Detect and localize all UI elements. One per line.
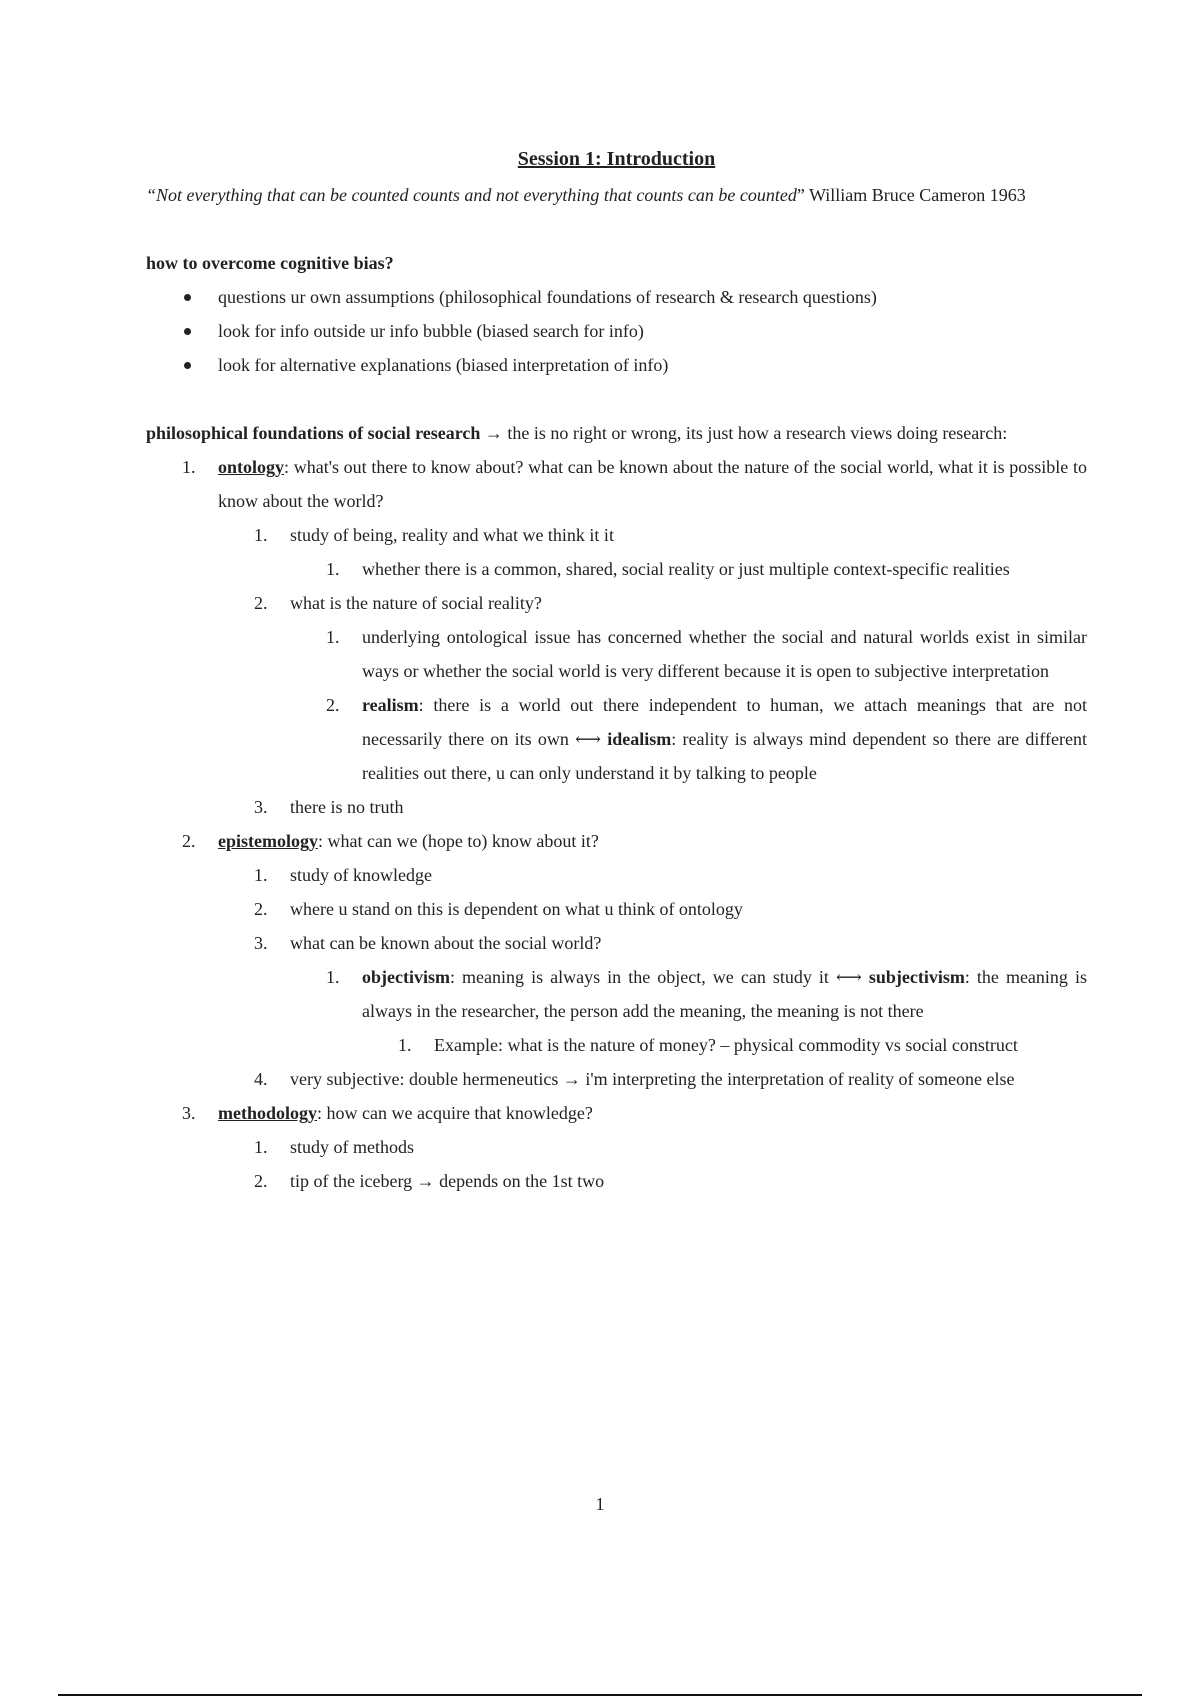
list-item-text: Example: what is the nature of money? – physical commodity vs social construct (434, 1035, 1018, 1055)
list-item (218, 518, 1087, 586)
list-item-text: tip of the iceberg → depends on the 1st two (290, 1171, 605, 1191)
list-item-text: study of knowledge (290, 865, 432, 885)
foundations-list (146, 450, 1087, 1198)
list-item-text: underlying ontological issue has concerned whether the social and natural worlds exist in similar ways or whether the social world is very different because it is open to subjective interpretation (362, 627, 1087, 681)
list-number: 1. (326, 559, 340, 579)
list-item-text: : meaning is always in the object, we can study it ⟷ (449, 967, 869, 987)
list-number: 3. (182, 1103, 196, 1123)
list-number: 2. (182, 831, 196, 851)
list-item (218, 892, 1087, 926)
list-item-text: study of methods (290, 1137, 414, 1157)
bias-heading: how to overcome cognitive bias? (146, 253, 394, 273)
list-item-text: where u stand on this is dependent on what u think of ontology (290, 899, 743, 919)
bias-list (146, 280, 1087, 382)
list-item-text: what can be known about the social world? (290, 933, 602, 953)
epistemology-text: : what can we (hope to) know about it? (317, 831, 599, 851)
methodology-term: methodology (218, 1103, 317, 1123)
list-item (218, 790, 1087, 824)
quote-close-mark: ” (796, 185, 805, 205)
sublist (290, 552, 1087, 586)
ontology-text: : what's out there to know about? what can be known about the nature of the social world, what it is possible to know about the world? (218, 457, 1087, 511)
objectivism-term: objectivism (362, 967, 450, 987)
list-item-text: very subjective: double hermeneutics → i'm interpreting the interpretation of reality of someone else (290, 1069, 1015, 1089)
list-item (218, 1130, 1087, 1164)
sublist (362, 1028, 1087, 1062)
list-number: 2. (254, 899, 268, 919)
list-number: 2. (254, 1171, 268, 1191)
sublist (290, 960, 1087, 1062)
foundations-paragraph (146, 416, 1087, 450)
list-number: 1. (326, 967, 340, 987)
subjectivism-term: subjectivism (868, 967, 965, 987)
quote-text: “Not everything that can be counted counts and not everything that counts can be counted (146, 185, 797, 205)
epistemology-sublist (218, 858, 1087, 1096)
list-item-text: : there is a world out there independent to human, we attach meanings that are not necessarily there on its own ⟷ (362, 695, 1087, 749)
methodology-sublist (218, 1130, 1087, 1198)
list-item (290, 552, 1087, 586)
list-item (290, 620, 1087, 688)
ontology-item (146, 450, 1087, 824)
methodology-text: : how can we acquire that knowledge? (317, 1103, 593, 1123)
list-item-text: study of being, reality and what we think it it (290, 525, 614, 545)
list-number: 1. (254, 865, 268, 885)
list-number: 2. (254, 593, 268, 613)
list-number: 1. (182, 457, 196, 477)
list-item (218, 1062, 1087, 1096)
realism-term: realism (362, 695, 419, 715)
list-item-text: there is no truth (290, 797, 404, 817)
list-item: look for info outside ur info bubble (biased search for info) (146, 314, 1087, 348)
spacer (146, 212, 1087, 246)
methodology-item (146, 1096, 1087, 1198)
list-number: 1. (254, 525, 268, 545)
list-number: 1. (254, 1137, 268, 1157)
list-item (218, 586, 1087, 790)
epistemology-term: epistemology (218, 831, 318, 851)
list-item-text: what is the nature of social reality? (290, 593, 542, 613)
list-number: 4. (254, 1069, 268, 1089)
list-item (362, 1028, 1087, 1062)
page-number: 1 (595, 1494, 605, 1514)
list-item (290, 688, 1087, 790)
foundations-intro: → the is no right or wrong, its just how a research views doing research: (480, 423, 1008, 443)
list-number: 3. (254, 797, 268, 817)
sublist (290, 620, 1087, 790)
document-page (146, 140, 1087, 1198)
list-item-text: : the meaning is always in the researcher, the person add the meaning, the meaning is not there (362, 967, 1087, 1021)
list-item (218, 926, 1087, 1062)
page-title: Session 1: Introduction (517, 148, 716, 170)
ontology-term: ontology (218, 457, 285, 477)
opening-quote (146, 178, 1087, 212)
list-number: 1. (326, 627, 340, 647)
list-item-text: : reality is always mind dependent so there are different realities out there, u can only understand it by talking to people (362, 729, 1087, 783)
list-number: 3. (254, 933, 268, 953)
spacer (146, 382, 1087, 416)
list-item: questions ur own assumptions (philosophical foundations of research & research questions) (146, 280, 1087, 314)
foundations-heading: philosophical foundations of social research (146, 423, 481, 443)
epistemology-item (146, 824, 1087, 1096)
list-item (290, 960, 1087, 1062)
list-item-text: whether there is a common, shared, social reality or just multiple context-specific realities (362, 559, 1010, 579)
page-bottom-rule (58, 1694, 1142, 1696)
list-item (218, 858, 1087, 892)
idealism-term: idealism (607, 729, 672, 749)
list-item: look for alternative explanations (biased interpretation of info) (146, 348, 1087, 382)
list-number: 2. (326, 695, 340, 715)
list-number: 1. (398, 1035, 412, 1055)
ontology-sublist (218, 518, 1087, 824)
list-item (218, 1164, 1087, 1198)
quote-author: William Bruce Cameron 1963 (804, 185, 1026, 205)
